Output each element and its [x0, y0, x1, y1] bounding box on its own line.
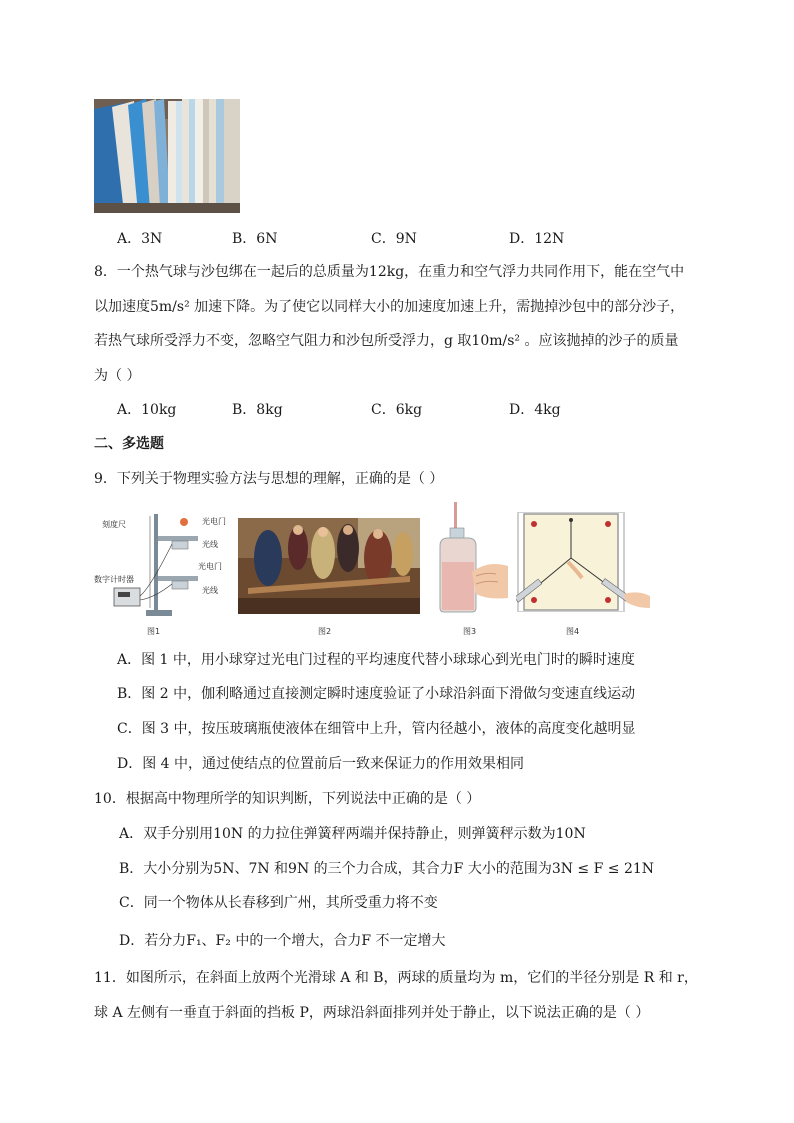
q10-option-b: B．大小分别为5N、7N 和9N 的三个力合成，其合力F 大小的范围为3N ≤ F ≤ 21N: [119, 861, 655, 877]
q9-stem: 9．下列关于物理实验方法与思想的理解，正确的是（ ）: [94, 471, 444, 487]
q8-option-d: D．4kg: [509, 402, 561, 418]
books-photo: [94, 99, 240, 213]
fig4-caption: 图4: [566, 627, 580, 636]
fig1-caption: 图1: [147, 627, 161, 636]
bottle-diagram: [432, 502, 512, 614]
q9-option-d: D．图 4 中，通过使结点的位置前后一致来保证力的作用效果相同: [117, 756, 525, 772]
force-board-diagram: [516, 512, 652, 612]
fig1-label-gate2: 光电门: [198, 562, 222, 571]
fig2-caption: 图2: [318, 627, 332, 636]
q8-option-a: A．10kg: [117, 402, 177, 418]
q8-line-3: 若热气球所受浮力不变，忽略空气阻力和沙包所受浮力，g 取10m/s² 。应该抛掉的沙子的质量: [94, 333, 679, 349]
fig1-label-ruler: 刻度尺: [102, 520, 126, 529]
q8-option-c: C．6kg: [371, 402, 423, 418]
figure-1: [94, 508, 234, 638]
q11-line-1: 11．如图所示，在斜面上放两个光滑球 A 和 B，两球的质量均为 m，它们的半径分别是 R 和 r，: [94, 970, 698, 986]
q9-option-b: B．图 2 中，伽利略通过直接测定瞬时速度验证了小球沿斜面下滑做匀变速直线运动: [117, 686, 636, 702]
q9-option-c: C．图 3 中，按压玻璃瓶使液体在细管中上升，管内径越小，液体的高度变化越明显: [117, 721, 636, 737]
q7-option-b: B．6N: [232, 231, 278, 247]
section-heading: 二、多选题: [94, 436, 164, 452]
figure-4: [516, 512, 652, 638]
q7-option-c: C．9N: [371, 231, 417, 247]
q10-option-c: C．同一个物体从长春移到广州，其所受重力将不变: [119, 895, 438, 911]
q11-line-2: 球 A 左侧有一垂直于斜面的挡板 P，两球沿斜面排列并处于静止，以下说法正确的是（ ）: [94, 1005, 650, 1021]
q8-option-b: B．8kg: [232, 402, 283, 418]
q10-option-d: D．若分力F₁、F₂ 中的一个增大，合力F 不一定增大: [119, 933, 446, 949]
fig1-label-light1: 光线: [202, 540, 218, 549]
q8-line-1: 8．一个热气球与沙包绑在一起后的总质量为12kg，在重力和空气浮力共同作用下，能在空气中: [94, 264, 685, 280]
q10-option-a: A．双手分别用10N 的力拉住弹簧秤两端并保持静止，则弹簧秤示数为10N: [119, 826, 586, 842]
figure-2: [238, 518, 420, 638]
q10-stem: 10．根据高中物理所学的知识判断，下列说法中正确的是（ ）: [94, 791, 481, 807]
galileo-painting: [238, 518, 420, 614]
fig3-caption: 图3: [463, 627, 477, 636]
q8-line-2: 以加速度5m/s² 加速下降。为了使它以同样大小的加速度加速上升，需抛掉沙包中的部分沙子，: [94, 299, 685, 315]
fig1-label-timer: 数字计时器: [94, 575, 134, 584]
q8-line-4: 为（ ）: [94, 368, 141, 384]
fig1-label-gate1: 光电门: [202, 517, 226, 526]
q7-option-a: A．3N: [117, 231, 163, 247]
q7-option-d: D．12N: [509, 231, 565, 247]
figure-3: [432, 502, 512, 638]
fig1-label-light2: 光线: [202, 586, 218, 595]
q9-option-a: A．图 1 中，用小球穿过光电门过程的平均速度代替小球球心到光电门时的瞬时速度: [117, 652, 635, 668]
